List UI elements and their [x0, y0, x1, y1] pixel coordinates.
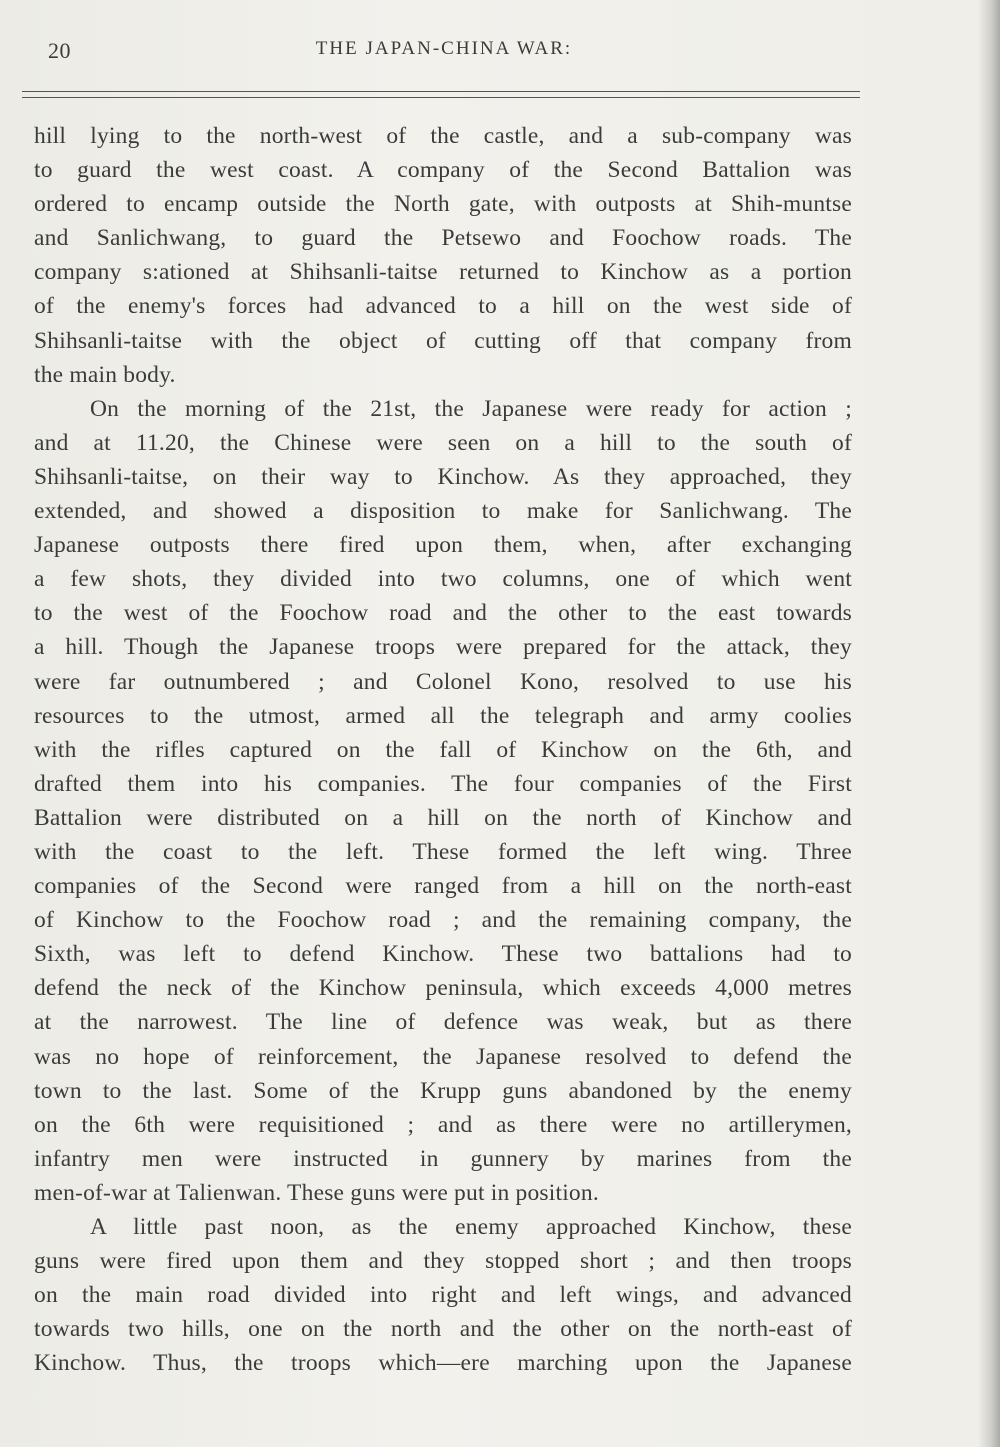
- text-line: towards two hills, one on the north and the other on the north-east of: [34, 1316, 852, 1343]
- text-line: guns were fired upon them and they stopped short ; and then troops: [34, 1248, 852, 1275]
- text-line: Japanese outposts there fired upon them, when, after exchanging: [34, 532, 852, 559]
- text-line: company s:ationed at Shihsanli-taitse returned to Kinchow as a portion: [34, 259, 852, 286]
- text-line: Shihsanli-taitse with the object of cutting off that company from: [34, 327, 852, 354]
- text-line: Kinchow. Thus, the troops which—ere marching upon the Japanese: [34, 1350, 852, 1377]
- header-rule-top: [22, 91, 860, 92]
- text-line: and at 11.20, the Chinese were seen on a hill to the south of: [34, 429, 852, 456]
- text-line: with the coast to the left. These formed the left wing. Three: [34, 838, 852, 865]
- header-rule-bottom: [22, 97, 860, 98]
- text-line: to guard the west coast. A company of the Second Battalion was: [34, 157, 852, 184]
- text-line: resources to the utmost, armed all the telegraph and army coolies: [34, 702, 852, 729]
- text-line: of the enemy's forces had advanced to a hill on the west side of: [34, 293, 852, 320]
- text-line: defend the neck of the Kinchow peninsula, which exceeds 4,000 metres: [34, 975, 852, 1002]
- text-line: was no hope of reinforcement, the Japanese resolved to defend the: [34, 1043, 852, 1070]
- text-line: on the 6th were requisitioned ; and as there were no artillerymen,: [34, 1111, 852, 1138]
- text-line: Shihsanli-taitse, on their way to Kinchow. As they approached, they: [34, 463, 852, 490]
- text-line: on the main road divided into right and left wings, and advanced: [34, 1282, 852, 1309]
- running-title: THE JAPAN-CHINA WAR:: [315, 38, 573, 59]
- text-line: Battalion were distributed on a hill on the north of Kinchow and: [34, 804, 852, 831]
- text-line: companies of the Second were ranged from a hill on the north-east: [34, 873, 852, 900]
- text-line: were far outnumbered ; and Colonel Kono, resolved to use his: [34, 668, 852, 695]
- text-line: and Sanlichwang, to guard the Petsewo and Foochow roads. The: [34, 225, 852, 252]
- text-line: hill lying to the north-west of the castle, and a sub-company was: [34, 123, 852, 149]
- text-line: a few shots, they divided into two columns, one of which went: [34, 566, 852, 593]
- paragraph-start-line: A little past noon, as the enemy approached Kinchow, these: [90, 1214, 852, 1240]
- text-line: the main body.: [34, 361, 176, 388]
- running-head: [28, 38, 860, 78]
- text-line: of Kinchow to the Foochow road ; and the remaining company, the: [34, 907, 852, 934]
- paragraph-start-line: On the morning of the 21st, the Japanese were ready for action ;: [90, 395, 852, 422]
- text-line: at the narrowest. The line of defence was weak, but as there: [34, 1009, 852, 1036]
- page-edge-shadow: [978, 0, 1000, 1447]
- text-line: drafted them into his companies. The four companies of the First: [34, 770, 852, 797]
- text-line: Sixth, was left to defend Kinchow. These two battalions had to: [34, 941, 852, 968]
- text-line: infantry men were instructed in gunnery by marines from the: [34, 1145, 852, 1172]
- text-line: with the rifles captured on the fall of Kinchow on the 6th, and: [34, 736, 852, 763]
- text-line: a hill. Though the Japanese troops were prepared for the attack, they: [34, 634, 852, 661]
- text-line: to the west of the Foochow road and the other to the east towards: [34, 600, 852, 627]
- text-line: ordered to encamp outside the North gate, with outposts at Shih-muntse: [34, 191, 852, 218]
- text-line: extended, and showed a disposition to make for Sanlichwang. The: [34, 498, 852, 525]
- body-text: [34, 119, 852, 1380]
- page-number: 20: [48, 38, 71, 63]
- text-line: men-of-war at Talienwan. These guns were put in position.: [34, 1179, 599, 1206]
- text-line: town to the last. Some of the Krupp guns abandoned by the enemy: [34, 1077, 852, 1104]
